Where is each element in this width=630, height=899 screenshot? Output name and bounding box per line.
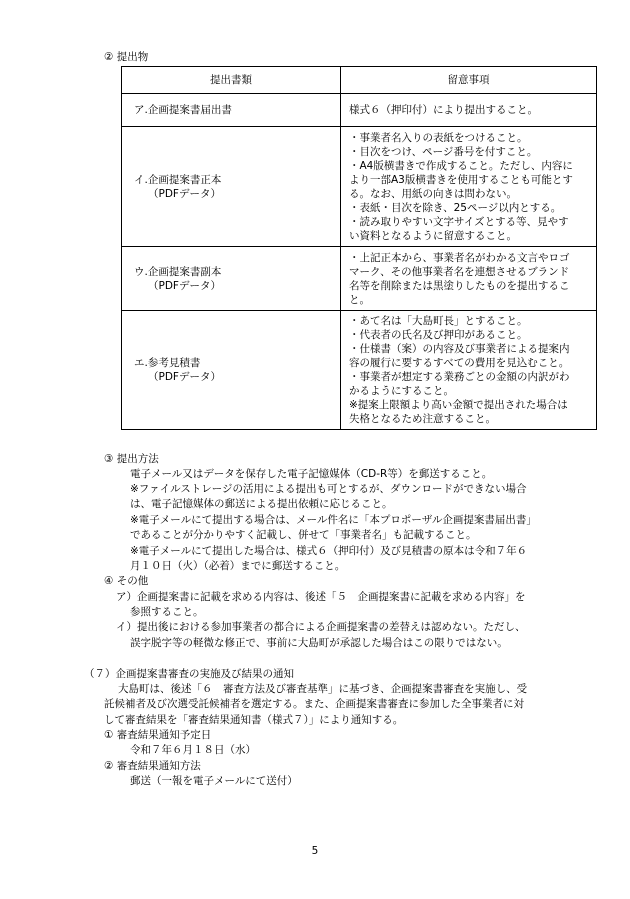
paragraph-line: 誤字脱字等の軽微な修正で、事前に大島町が承認した場合はこの限りではない。: [130, 637, 508, 649]
section-heading-submissions: ② 提出物: [104, 51, 149, 63]
paragraph-line: 大島町は、後述「６ 審査方法及び審査基準」に基づき、企画提案書審査を実施し、受: [118, 683, 528, 695]
note-line: い資料となるように留意すること。: [349, 229, 517, 242]
column-header-documents: 提出書類: [122, 67, 341, 94]
note-line: と。: [349, 293, 370, 306]
document-name-cell: [122, 311, 341, 430]
paragraph-line: ア）企画提案書に記載を求める内容は、後述「５ 企画提案書に記載を求める内容」を: [116, 591, 526, 603]
paragraph-line: して審査結果を「審査結果通知書（様式７）」により通知する。: [104, 714, 404, 726]
subheading-other: ④ その他: [104, 575, 149, 587]
subheading-notification-date: ① 審査結果通知予定日: [104, 729, 212, 741]
note-line: ※提案上限額より高い金額で提出された場合は: [349, 399, 568, 411]
document-format: （PDFデータ）: [148, 279, 221, 292]
paragraph-line: 郵送（一報を電子メールにて送付）: [130, 775, 298, 787]
note-line: マーク、その他事業者名を連想させるブランド: [349, 265, 570, 278]
column-header-notes: 留意事項: [341, 67, 597, 94]
note-line: 名等を削除または黒塗りしたものを提出するこ: [349, 279, 570, 292]
note-line: ・読み取りやすい文字サイズとする等、見やす: [349, 215, 569, 228]
subheading-submission-method: ③ 提出方法: [104, 453, 159, 465]
table-row: [122, 247, 597, 311]
paragraph-line: 令和７年６月１８日（水）: [130, 744, 256, 756]
paragraph-line: イ）提出後における参加事業者の都合による企画提案書の差替えは認めない。ただし、: [116, 621, 526, 633]
table-row: [122, 127, 597, 247]
note-line: 失格となるため注意すること。: [349, 413, 496, 425]
paragraph-line: 月１０日（火）（必着）までに郵送すること。: [130, 560, 346, 572]
document-format: （PDFデータ）: [148, 187, 221, 200]
document-notes-cell: [341, 247, 597, 311]
note-line: かるようにすること。: [349, 385, 454, 397]
paragraph-line: 電子メール又はデータを保存した電子記憶媒体（CD-R等）を郵送すること。: [130, 468, 493, 480]
document-name: イ.企画提案書正本: [134, 173, 222, 186]
document-format: （PDFデータ）: [148, 371, 221, 383]
document-name-cell: [122, 247, 341, 311]
document-name-cell: [122, 127, 341, 247]
paragraph-line: 参照すること。: [130, 606, 204, 618]
document-notes-cell: [341, 94, 597, 127]
document-name: ウ.企画提案書副本: [134, 265, 222, 278]
note-line: ・表紙・目次を除き、25ページ以内とする。: [349, 201, 562, 214]
note-line: ・事業者が想定する業務ごとの金額の内訳がわ: [349, 371, 570, 383]
note-line: ・事業者名入りの表紙をつけること。: [349, 131, 528, 144]
subheading-notification-method: ② 審査結果通知方法: [104, 760, 201, 772]
document-notes-cell: [341, 127, 597, 247]
paragraph-line: ※ファイルストレージの活用による提出も可とするが、ダウンロードができない場合: [130, 483, 527, 495]
document-name: エ.参考見積書: [134, 357, 201, 369]
table-row: [122, 311, 597, 430]
note-line: ・上記正本から、事業者名がわかる文言やロゴ: [349, 251, 570, 264]
document-name-cell: [122, 94, 341, 127]
note-line: ・仕様書（案）の内容及び事業者による提案内: [349, 343, 570, 355]
table-header-row: [122, 67, 597, 94]
document-notes-cell: [341, 311, 597, 430]
note-line: ・代表者の氏名及び押印があること。: [349, 329, 528, 341]
paragraph-line: ※電子メールにて提出する場合は、メール件名に「本プロポーザル企画提案書届出書」: [130, 514, 537, 526]
note-line: 様式６（押印付）により提出すること。: [349, 104, 538, 116]
submission-table: [121, 66, 597, 430]
note-line: より一部A3版横書きを使用することも可能とす: [349, 173, 573, 186]
note-line: ・A4版横書きで作成すること。ただし、内容に: [349, 159, 573, 172]
note-line: 容の履行に要するすべての費用を見込むこと。: [349, 357, 570, 369]
section-heading-review: （７）企画提案書審査の実施及び結果の通知: [84, 668, 294, 680]
note-line: ・目次をつけ、ページ番号を付すこと。: [349, 145, 538, 158]
paragraph-line: であることが分かりやすく記載し、併せて「事業者名」も記載すること。: [130, 529, 477, 541]
paragraph-line: 託候補者及び次選受託候補者を選定する。また、企画提案書審査に参加した全事業者に対: [104, 698, 524, 710]
table-row: [122, 94, 597, 127]
paragraph-line: は、電子記憶媒体の郵送による提出依頼に応じること。: [130, 498, 393, 510]
note-line: る。なお、用紙の向きは問わない。: [349, 187, 517, 200]
page-number: 5: [311, 845, 319, 857]
note-line: ・あて名は「大島町長」とすること。: [349, 315, 528, 327]
paragraph-line: ※電子メールにて提出した場合は、様式６（押印付）及び見積書の原本は令和７年６: [130, 545, 528, 557]
document-name: ア.企画提案書届出書: [134, 104, 232, 116]
